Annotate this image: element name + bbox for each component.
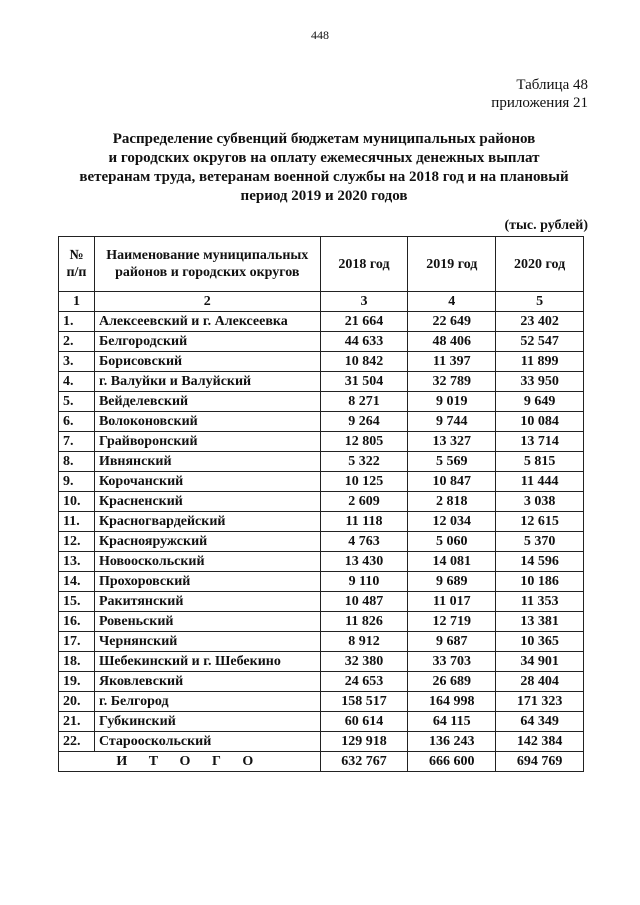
table-row xyxy=(59,652,584,672)
row-number: 6. xyxy=(59,412,95,432)
table-row xyxy=(59,612,584,632)
page-number: 448 xyxy=(311,28,329,42)
table-reference-line1: Таблица 48 xyxy=(516,77,588,93)
document-title xyxy=(60,130,588,206)
column-number: 3 xyxy=(320,292,408,312)
value-2018: 4 763 xyxy=(320,532,408,552)
row-number: 10. xyxy=(59,492,95,512)
header-name: Наименование муниципальных районов и городских округов xyxy=(94,237,320,292)
header-2018: 2018 год xyxy=(320,237,408,292)
table-row xyxy=(59,332,584,352)
table-row xyxy=(59,372,584,392)
value-2019: 14 081 xyxy=(408,552,496,572)
district-name: Яковлевский xyxy=(94,672,320,692)
value-2018: 10 487 xyxy=(320,592,408,612)
value-2020: 10 186 xyxy=(496,572,584,592)
value-2019: 2 818 xyxy=(408,492,496,512)
value-2020: 171 323 xyxy=(496,692,584,712)
table-row xyxy=(59,352,584,372)
value-2019: 64 115 xyxy=(408,712,496,732)
value-2018: 32 380 xyxy=(320,652,408,672)
value-2020: 5 815 xyxy=(496,452,584,472)
value-2019: 48 406 xyxy=(408,332,496,352)
column-number: 4 xyxy=(408,292,496,312)
value-2019: 5 569 xyxy=(408,452,496,472)
row-number: 5. xyxy=(59,392,95,412)
header-2019: 2019 год xyxy=(408,237,496,292)
value-2018: 44 633 xyxy=(320,332,408,352)
value-2019: 5 060 xyxy=(408,532,496,552)
row-number: 19. xyxy=(59,672,95,692)
district-name: Вейделевский xyxy=(94,392,320,412)
value-2020: 33 950 xyxy=(496,372,584,392)
table-row xyxy=(59,592,584,612)
value-2018: 60 614 xyxy=(320,712,408,732)
value-2018: 2 609 xyxy=(320,492,408,512)
value-2020: 10 365 xyxy=(496,632,584,652)
value-2018: 31 504 xyxy=(320,372,408,392)
value-2020: 13 714 xyxy=(496,432,584,452)
row-number: 4. xyxy=(59,372,95,392)
value-2020: 52 547 xyxy=(496,332,584,352)
value-2020: 142 384 xyxy=(496,732,584,752)
row-number: 18. xyxy=(59,652,95,672)
table-row xyxy=(59,312,584,332)
district-name: г. Белгород xyxy=(94,692,320,712)
district-name: Красненский xyxy=(94,492,320,512)
table-row xyxy=(59,392,584,412)
column-number: 1 xyxy=(59,292,95,312)
value-2019: 11 017 xyxy=(408,592,496,612)
row-number: 2. xyxy=(59,332,95,352)
value-2019: 13 327 xyxy=(408,432,496,452)
table-row xyxy=(59,712,584,732)
row-number: 12. xyxy=(59,532,95,552)
value-2019: 12 719 xyxy=(408,612,496,632)
table-row xyxy=(59,692,584,712)
table-header-row xyxy=(59,237,584,292)
district-name: Волоконовский xyxy=(94,412,320,432)
table-row xyxy=(59,452,584,472)
value-2020: 28 404 xyxy=(496,672,584,692)
row-number: 14. xyxy=(59,572,95,592)
value-2018: 13 430 xyxy=(320,552,408,572)
district-name: Борисовский xyxy=(94,352,320,372)
district-name: Белгородский xyxy=(94,332,320,352)
value-2018: 5 322 xyxy=(320,452,408,472)
value-2019: 136 243 xyxy=(408,732,496,752)
total-2018: 632 767 xyxy=(320,752,408,772)
value-2019: 33 703 xyxy=(408,652,496,672)
value-2020: 12 615 xyxy=(496,512,584,532)
column-number: 5 xyxy=(496,292,584,312)
table-row xyxy=(59,472,584,492)
district-name: Губкинский xyxy=(94,712,320,732)
total-2019: 666 600 xyxy=(408,752,496,772)
table-row xyxy=(59,552,584,572)
value-2020: 14 596 xyxy=(496,552,584,572)
value-2019: 12 034 xyxy=(408,512,496,532)
value-2019: 9 687 xyxy=(408,632,496,652)
district-name: Краснояружский xyxy=(94,532,320,552)
value-2019: 10 847 xyxy=(408,472,496,492)
row-number: 9. xyxy=(59,472,95,492)
value-2018: 24 653 xyxy=(320,672,408,692)
value-2020: 11 899 xyxy=(496,352,584,372)
value-2018: 158 517 xyxy=(320,692,408,712)
value-2018: 10 842 xyxy=(320,352,408,372)
subvention-table xyxy=(58,236,584,772)
total-row xyxy=(59,752,584,772)
row-number: 13. xyxy=(59,552,95,572)
table-reference-line2: приложения 21 xyxy=(491,95,588,111)
value-2019: 26 689 xyxy=(408,672,496,692)
table-row xyxy=(59,572,584,592)
value-2018: 11 118 xyxy=(320,512,408,532)
value-2020: 64 349 xyxy=(496,712,584,732)
row-number: 20. xyxy=(59,692,95,712)
value-2019: 9 744 xyxy=(408,412,496,432)
column-number-row xyxy=(59,292,584,312)
district-name: Ракитянский xyxy=(94,592,320,612)
district-name: Ровеньский xyxy=(94,612,320,632)
district-name: Прохоровский xyxy=(94,572,320,592)
units-label: (тыс. рублей) xyxy=(504,218,588,233)
district-name: Алексеевский и г. Алексеевка xyxy=(94,312,320,332)
value-2018: 9 264 xyxy=(320,412,408,432)
value-2018: 8 271 xyxy=(320,392,408,412)
row-number: 15. xyxy=(59,592,95,612)
row-number: 21. xyxy=(59,712,95,732)
row-number: 16. xyxy=(59,612,95,632)
value-2020: 11 353 xyxy=(496,592,584,612)
value-2020: 3 038 xyxy=(496,492,584,512)
district-name: Красногвардейский xyxy=(94,512,320,532)
value-2019: 9 019 xyxy=(408,392,496,412)
value-2019: 9 689 xyxy=(408,572,496,592)
value-2019: 11 397 xyxy=(408,352,496,372)
value-2018: 129 918 xyxy=(320,732,408,752)
value-2019: 164 998 xyxy=(408,692,496,712)
row-number: 3. xyxy=(59,352,95,372)
total-2020: 694 769 xyxy=(496,752,584,772)
value-2020: 11 444 xyxy=(496,472,584,492)
table-row xyxy=(59,492,584,512)
table-row xyxy=(59,512,584,532)
row-number: 22. xyxy=(59,732,95,752)
value-2019: 22 649 xyxy=(408,312,496,332)
district-name: Ивнянский xyxy=(94,452,320,472)
district-name: Чернянский xyxy=(94,632,320,652)
header-2020: 2020 год xyxy=(496,237,584,292)
value-2020: 13 381 xyxy=(496,612,584,632)
value-2020: 5 370 xyxy=(496,532,584,552)
district-name: Корочанский xyxy=(94,472,320,492)
district-name: г. Валуйки и Валуйский xyxy=(94,372,320,392)
title-line: Распределение субвенций бюджетам муниципальных районов xyxy=(112,131,536,147)
value-2018: 11 826 xyxy=(320,612,408,632)
value-2018: 8 912 xyxy=(320,632,408,652)
total-label: И Т О Г О xyxy=(59,752,321,772)
row-number: 8. xyxy=(59,452,95,472)
value-2018: 21 664 xyxy=(320,312,408,332)
district-name: Шебекинский и г. Шебекино xyxy=(94,652,320,672)
value-2020: 34 901 xyxy=(496,652,584,672)
row-number: 17. xyxy=(59,632,95,652)
value-2018: 12 805 xyxy=(320,432,408,452)
column-number: 2 xyxy=(94,292,320,312)
table-body xyxy=(59,312,584,752)
table-reference xyxy=(491,76,588,112)
title-line: ветеранам труда, ветеранам военной службы на 2018 год и на плановый xyxy=(79,169,569,185)
value-2018: 10 125 xyxy=(320,472,408,492)
title-line: и городских округов на оплату ежемесячных денежных выплат xyxy=(108,150,540,166)
table-row xyxy=(59,432,584,452)
value-2019: 32 789 xyxy=(408,372,496,392)
value-2020: 10 084 xyxy=(496,412,584,432)
value-2018: 9 110 xyxy=(320,572,408,592)
district-name: Старооскольский xyxy=(94,732,320,752)
title-line: период 2019 и 2020 годов xyxy=(240,188,408,204)
district-name: Грайворонский xyxy=(94,432,320,452)
table-row xyxy=(59,412,584,432)
table-row xyxy=(59,672,584,692)
value-2020: 23 402 xyxy=(496,312,584,332)
district-name: Новооскольский xyxy=(94,552,320,572)
table-row xyxy=(59,532,584,552)
row-number: 1. xyxy=(59,312,95,332)
table-row xyxy=(59,632,584,652)
row-number: 11. xyxy=(59,512,95,532)
row-number: 7. xyxy=(59,432,95,452)
value-2020: 9 649 xyxy=(496,392,584,412)
table-row xyxy=(59,732,584,752)
header-num: № п/п xyxy=(59,237,95,292)
